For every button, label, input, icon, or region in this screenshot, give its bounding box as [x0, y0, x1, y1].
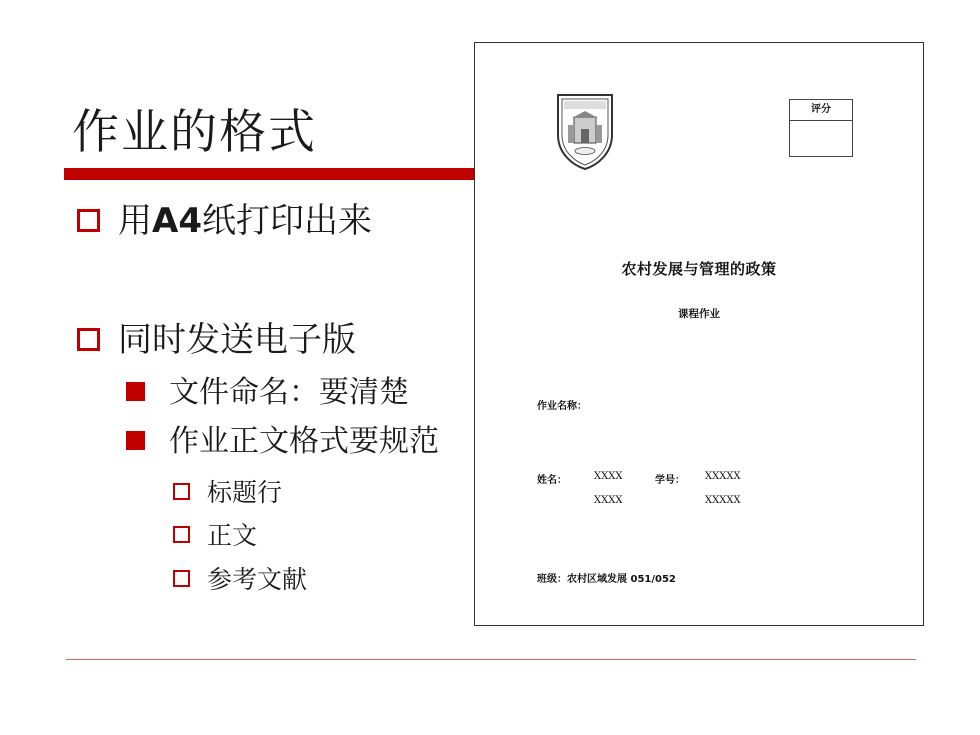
bullet-text: 标题行 [207, 478, 283, 507]
score-box [789, 99, 853, 157]
bullet-text: 正文 [207, 521, 258, 550]
score-label: 评分 [790, 100, 852, 121]
bullet-body-text [173, 520, 257, 552]
course-title: 农村发展与管理的政策 [621, 260, 777, 278]
assignment-cover-image [474, 42, 924, 626]
assignment-name-label: 作业名称： [537, 401, 587, 412]
bullet-text: 同时发送电子版 [118, 320, 356, 360]
bottom-divider [66, 659, 916, 660]
student-name-1: XXXX [594, 471, 623, 482]
filled-square-bullet-icon [126, 382, 145, 401]
bullet-text: 文件命名：要清楚 [169, 375, 409, 410]
hollow-square-bullet-icon [173, 526, 190, 543]
filled-square-bullet-icon [126, 431, 145, 450]
bullet-references [173, 564, 307, 596]
student-id-1: XXXXX [705, 471, 741, 482]
bullet-bold-a4: A4 [152, 201, 202, 241]
bullet-file-naming [126, 374, 409, 412]
slide-title: 作业的格式 [72, 105, 317, 160]
student-id-2: XXXXX [705, 495, 741, 506]
hollow-square-bullet-icon [77, 328, 100, 351]
bullet-body-format [126, 423, 439, 461]
bullet-suffix: 纸打印出来 [201, 201, 372, 241]
bullet-send-electronic [77, 318, 356, 362]
bullet-text: 参考文献 [207, 565, 308, 594]
hollow-square-bullet-icon [173, 570, 190, 587]
student-name-label: 姓名： [537, 475, 567, 486]
bullet-print-a4 [77, 199, 372, 243]
bullet-headline [173, 477, 282, 509]
bullet-text: 作业正文格式要规范 [169, 424, 439, 459]
course-subtitle: 课程作业 [678, 308, 720, 320]
university-emblem-icon [554, 91, 616, 171]
student-name-2: XXXX [594, 495, 623, 506]
class-line: 班级：农村区域发展 051/052 [537, 574, 676, 585]
bullet-prefix: 用 [118, 201, 152, 241]
hollow-square-bullet-icon [173, 483, 190, 500]
title-underline-bar [64, 168, 484, 180]
student-id-label: 学号： [655, 475, 685, 486]
hollow-square-bullet-icon [77, 209, 100, 232]
